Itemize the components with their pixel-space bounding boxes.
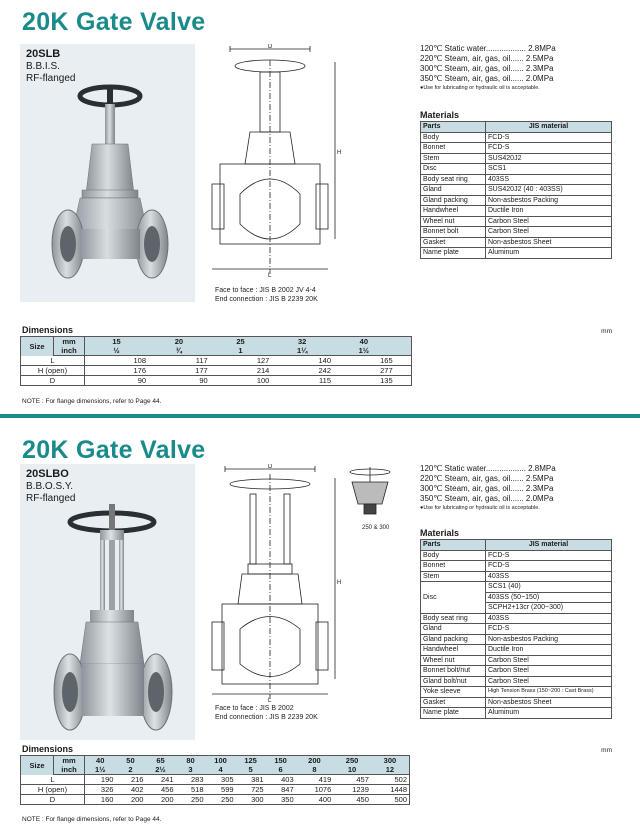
material-jis: 403SS	[486, 613, 612, 624]
material-jis: SUS420J2	[486, 153, 612, 164]
materials-row	[421, 687, 612, 698]
dim-value: 250	[176, 795, 206, 805]
material-part: Gland	[421, 624, 486, 635]
dim-mm-value: 25	[210, 337, 272, 347]
dim-value: 176	[85, 366, 149, 376]
material-part: Gland packing	[421, 195, 486, 206]
materials-row	[421, 206, 612, 217]
product-photo-panel	[20, 44, 195, 302]
rating-line: 350℃ Steam, air, gas, oil...... 2.0MPa	[420, 74, 554, 83]
rating-line: 220℃ Steam, air, gas, oil...... 2.5MPa	[420, 54, 554, 63]
dim-mm-value: 15	[85, 337, 149, 347]
dim-mm-value: 40	[333, 337, 395, 347]
material-part: Stem	[421, 571, 486, 582]
dim-l-label: L	[268, 273, 272, 279]
dim-value: 200	[145, 795, 175, 805]
dim-inch-label: inch	[54, 346, 85, 356]
note-end-connection: End connection : JIS B 2239 20K	[215, 714, 318, 721]
dim-inch-row	[21, 346, 412, 356]
dim-value: 117	[148, 356, 210, 366]
material-jis: Carbon Steel	[486, 216, 612, 227]
dim-value: 135	[333, 376, 395, 386]
dim-row-label: D	[21, 376, 85, 386]
materials-row	[421, 697, 612, 708]
dim-mm-value: 80	[176, 756, 206, 766]
materials-row	[421, 624, 612, 635]
material-jis: FCD-S	[486, 550, 612, 561]
dim-value: 241	[145, 775, 175, 785]
dim-d-label: D	[268, 464, 273, 470]
model-design: B.B.I.S.	[26, 61, 60, 72]
materials-title: Materials	[420, 528, 460, 538]
dim-size-label: Size	[21, 337, 54, 356]
dim-value: 1448	[371, 785, 410, 795]
dim-mm-label: mm	[54, 337, 85, 347]
material-part: Gasket	[421, 697, 486, 708]
material-jis: Non-asbestos Packing	[486, 634, 612, 645]
note-end-connection: End connection : JIS B 2239 20K	[215, 296, 318, 303]
material-part: Handwheel	[421, 645, 486, 656]
materials-row	[421, 550, 612, 561]
material-jis: 403SS	[486, 571, 612, 582]
materials-row	[421, 195, 612, 206]
dim-mm-value: 150	[266, 756, 296, 766]
material-jis: Non-asbestos Sheet	[486, 697, 612, 708]
dim-inch-value: 2½	[145, 765, 175, 775]
model-code: 20SLBO	[26, 468, 69, 480]
dim-value: 177	[148, 366, 210, 376]
material-jis: Carbon Steel	[486, 666, 612, 677]
materials-header-parts: Parts	[421, 122, 486, 133]
rating-line: 300℃ Steam, air, gas, oil...... 2.3MPa	[420, 484, 554, 493]
material-part: Bonnet bolt	[421, 227, 486, 238]
materials-row	[421, 185, 612, 196]
material-jis: Aluminum	[486, 248, 612, 259]
dim-value: 140	[271, 356, 333, 366]
dim-value: 457	[333, 775, 371, 785]
technical-drawing	[210, 44, 345, 280]
material-jis: SCS1	[486, 164, 612, 175]
dimensions-title: Dimensions	[22, 325, 74, 335]
dim-value: 214	[210, 366, 272, 376]
dim-inch-value: 10	[333, 765, 371, 775]
material-jis: Carbon Steel	[486, 655, 612, 666]
materials-row	[421, 582, 612, 593]
dim-value: 127	[210, 356, 272, 366]
dim-inch-value: 3	[176, 765, 206, 775]
material-part: Body seat ring	[421, 174, 486, 185]
material-part: Name plate	[421, 708, 486, 719]
dim-value: 1239	[333, 785, 371, 795]
material-part: Disc	[421, 582, 486, 614]
dim-size-label: Size	[21, 756, 54, 775]
material-jis: FCD-S	[486, 561, 612, 572]
dim-value: 115	[271, 376, 333, 386]
dim-inch-value: 1½	[333, 346, 395, 356]
dimensions-footnote: NOTE : For flange dimensions, refer to Page 44.	[22, 398, 162, 405]
materials-row	[421, 248, 612, 259]
dim-value: 216	[115, 775, 145, 785]
dim-row-label: H (open)	[21, 366, 85, 376]
dim-mm-row	[21, 337, 412, 347]
pressure-ratings	[420, 44, 556, 93]
dim-mm-value: 125	[236, 756, 266, 766]
dim-mm-label: mm	[54, 756, 85, 766]
dim-value: 190	[85, 775, 116, 785]
material-part: Gland bolt/nut	[421, 676, 486, 687]
material-part: Gland packing	[421, 634, 486, 645]
dim-value: 400	[296, 795, 334, 805]
model-end-type: RF-flanged	[26, 73, 76, 84]
materials-row	[421, 174, 612, 185]
materials-row	[421, 227, 612, 238]
materials-header-jis: JIS material	[486, 540, 612, 551]
dim-row-label: D	[21, 795, 85, 805]
dim-inch-value: 12	[371, 765, 410, 775]
dim-inch-value: ¾	[148, 346, 210, 356]
materials-row	[421, 237, 612, 248]
dimensions-table	[20, 755, 410, 805]
product-photo-panel	[20, 464, 195, 740]
material-jis: High Tension Brass (150~200 : Cast Brass)	[486, 687, 612, 698]
material-jis: SCS1 (40)	[486, 582, 612, 593]
dim-value: 277	[333, 366, 395, 376]
dim-value: 350	[266, 795, 296, 805]
material-jis: Ductile Iron	[486, 206, 612, 217]
section-title: 20K Gate Valve	[22, 8, 206, 36]
dim-mm-value: 100	[206, 756, 236, 766]
dim-value: 599	[206, 785, 236, 795]
dim-row-label: L	[21, 356, 85, 366]
dim-row-d	[21, 376, 412, 386]
materials-row	[421, 708, 612, 719]
dim-value: 456	[145, 785, 175, 795]
dim-l-label: L	[268, 698, 272, 704]
materials-row	[421, 164, 612, 175]
dim-value: 500	[371, 795, 410, 805]
materials-row	[421, 571, 612, 582]
dim-row-h	[21, 785, 410, 795]
rating-note: ●Use for lubricating or hydraulic oil is acceptable.	[420, 85, 540, 91]
material-jis: Carbon Steel	[486, 676, 612, 687]
dimensions-title: Dimensions	[22, 744, 74, 754]
dim-value: 305	[206, 775, 236, 785]
material-jis: FCD-S	[486, 624, 612, 635]
dim-inch-value: 5	[236, 765, 266, 775]
materials-title: Materials	[420, 110, 460, 120]
dim-h-label: H	[337, 580, 342, 586]
rating-line: 220℃ Steam, air, gas, oil...... 2.5MPa	[420, 474, 554, 483]
model-info	[26, 468, 75, 505]
pressure-ratings	[420, 464, 556, 513]
material-jis: FCD-S	[486, 143, 612, 154]
dim-value: 402	[115, 785, 145, 795]
dim-value: 108	[85, 356, 149, 366]
rating-line: 350℃ Steam, air, gas, oil...... 2.0MPa	[420, 494, 554, 503]
dim-value: 381	[236, 775, 266, 785]
dim-row-h	[21, 366, 412, 376]
material-part: Stem	[421, 153, 486, 164]
materials-row	[421, 655, 612, 666]
materials-header-parts: Parts	[421, 540, 486, 551]
material-part: Disc	[421, 164, 486, 175]
material-part: Handwheel	[421, 206, 486, 217]
materials-header-row	[421, 122, 612, 133]
materials-row	[421, 666, 612, 677]
dim-value: 1076	[296, 785, 334, 795]
section-title: 20K Gate Valve	[22, 436, 206, 464]
dim-value: 847	[266, 785, 296, 795]
rating-note: ●Use for lubricating or hydraulic oil is acceptable.	[420, 505, 540, 511]
material-jis: Non-asbestos Sheet	[486, 237, 612, 248]
model-info	[26, 48, 75, 85]
material-part: Name plate	[421, 248, 486, 259]
dim-value: 403	[266, 775, 296, 785]
material-part: Wheel nut	[421, 216, 486, 227]
material-part: Gasket	[421, 237, 486, 248]
dimensions-footnote: NOTE : For flange dimensions, refer to Page 44.	[22, 816, 162, 823]
materials-row	[421, 645, 612, 656]
material-part: Wheel nut	[421, 655, 486, 666]
dim-mm-value: 65	[145, 756, 175, 766]
dim-inch-value: 4	[206, 765, 236, 775]
material-jis: SCPH2+13cr (200~300)	[486, 603, 612, 614]
dim-inch-value: 1½	[85, 765, 116, 775]
materials-row	[421, 216, 612, 227]
rating-line: 300℃ Steam, air, gas, oil...... 2.3MPa	[420, 64, 554, 73]
dim-mm-value: 200	[296, 756, 334, 766]
dim-value: 250	[206, 795, 236, 805]
dim-inch-row	[21, 765, 410, 775]
dim-inch-value: 8	[296, 765, 334, 775]
dim-row-label: H (open)	[21, 785, 85, 795]
material-jis: Ductile Iron	[486, 645, 612, 656]
standards-notes	[215, 286, 318, 304]
dim-value: 283	[176, 775, 206, 785]
materials-row	[421, 634, 612, 645]
model-code: 20SLB	[26, 48, 61, 60]
material-jis: Carbon Steel	[486, 227, 612, 238]
material-jis: 403SS (50~150)	[486, 592, 612, 603]
dim-inch-value: 1¼	[271, 346, 333, 356]
materials-row	[421, 153, 612, 164]
rating-line: 120℃ Static water.................. 2.8MPa	[420, 44, 556, 53]
dimensions-table	[20, 336, 412, 386]
technical-drawing	[210, 464, 345, 704]
inset-drawing	[340, 464, 400, 534]
dim-value: 518	[176, 785, 206, 795]
materials-header-row	[421, 540, 612, 551]
dim-row-d	[21, 795, 410, 805]
dim-inch-value: 2	[115, 765, 145, 775]
material-part: Yoke sleeve	[421, 687, 486, 698]
section-divider	[0, 414, 640, 418]
material-jis: Aluminum	[486, 708, 612, 719]
materials-row	[421, 613, 612, 624]
dim-d-label: D	[268, 44, 273, 50]
material-part: Body seat ring	[421, 613, 486, 624]
materials-header-jis: JIS material	[486, 122, 612, 133]
dim-value: 502	[371, 775, 410, 785]
dimensions-unit: mm	[601, 328, 612, 335]
dim-value: 300	[236, 795, 266, 805]
material-part: Body	[421, 550, 486, 561]
dim-inch-value: 1	[210, 346, 272, 356]
dim-row-l	[21, 775, 410, 785]
dim-inch-label: inch	[54, 765, 85, 775]
dim-value: 725	[236, 785, 266, 795]
dim-mm-value: 50	[115, 756, 145, 766]
dim-value: 326	[85, 785, 116, 795]
valve-photo	[20, 464, 195, 740]
dim-value: 160	[85, 795, 116, 805]
dim-inch-value: ½	[85, 346, 149, 356]
dim-row-label: L	[21, 775, 85, 785]
materials-row	[421, 676, 612, 687]
rating-line: 120℃ Static water.................. 2.8MPa	[420, 464, 556, 473]
dim-value: 90	[148, 376, 210, 386]
model-design: B.B.O.S.Y.	[26, 481, 74, 492]
materials-table	[420, 121, 612, 259]
dim-mm-value: 250	[333, 756, 371, 766]
materials-row	[421, 143, 612, 154]
materials-table	[420, 539, 612, 719]
materials-row	[421, 132, 612, 143]
material-jis: SUS420J2 (40 : 403SS)	[486, 185, 612, 196]
material-jis: 403SS	[486, 174, 612, 185]
note-face-to-face: Face to face : JIS B 2002	[215, 705, 294, 712]
dim-mm-value: 300	[371, 756, 410, 766]
material-jis: Non-asbestos Packing	[486, 195, 612, 206]
valve-section-20slbo	[0, 428, 640, 840]
dimensions-unit: mm	[601, 747, 612, 754]
dim-inch-value: 6	[266, 765, 296, 775]
dim-mm-value: 32	[271, 337, 333, 347]
dim-mm-value: 40	[85, 756, 116, 766]
dim-value: 100	[210, 376, 272, 386]
dim-value: 419	[296, 775, 334, 785]
material-part: Bonnet	[421, 561, 486, 572]
material-jis: FCD-S	[486, 132, 612, 143]
dim-value: 200	[115, 795, 145, 805]
material-part: Bonnet	[421, 143, 486, 154]
dim-value: 450	[333, 795, 371, 805]
note-face-to-face: Face to face : JIS B 2002 JV 4-4	[215, 287, 316, 294]
dim-mm-value: 20	[148, 337, 210, 347]
dim-mm-row	[21, 756, 410, 766]
material-part: Body	[421, 132, 486, 143]
dim-value: 165	[333, 356, 395, 366]
dim-value: 242	[271, 366, 333, 376]
dim-row-l	[21, 356, 412, 366]
material-part: Gland	[421, 185, 486, 196]
dim-h-label: H	[337, 150, 342, 156]
inset-label: 250 & 300	[362, 525, 390, 531]
model-end-type: RF-flanged	[26, 493, 76, 504]
standards-notes	[215, 704, 318, 722]
material-part: Bonnet bolt/nut	[421, 666, 486, 677]
materials-row	[421, 561, 612, 572]
dim-value: 90	[85, 376, 149, 386]
